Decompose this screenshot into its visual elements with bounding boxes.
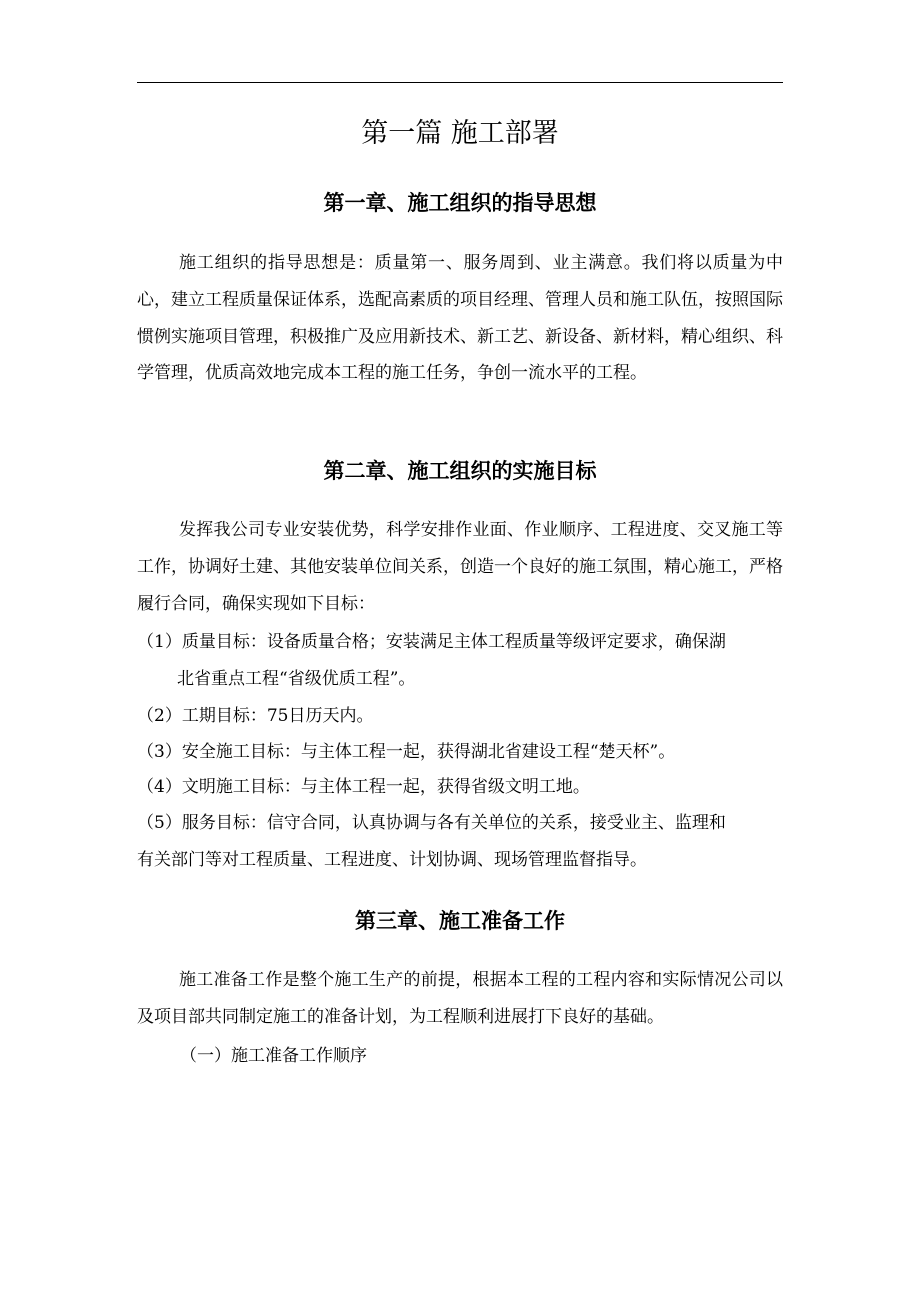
- goal-item-3: （3）安全施工目标：与主体工程一起，获得湖北省建设工程“楚天杯”。: [137, 742, 676, 762]
- chapter2-paragraph: 发挥我公司专业安装优势，科学安排作业面、作业顺序、工程进度、交叉施工等工作，协调好土建、其他安装单位间关系，创造一个良好的施工氛围，精心施工，严格履行合同，确保实现如下目标：: [137, 520, 783, 614]
- chapter3-paragraph: 施工准备工作是整个施工生产的前提，根据本工程的工程内容和实际情况公司以及项目部共同制定施工的准备计划，为工程顺利进展打下良好的基础。: [137, 970, 783, 1027]
- chapter3-title: 第三章、施工准备工作: [355, 908, 565, 933]
- header-rule: [137, 82, 783, 83]
- chapter1-paragraph: 施工组织的指导思想是：质量第一、服务周到、业主满意。我们将以质量为中心，建立工程质量保证体系，选配高素质的项目经理、管理人员和施工队伍，按照国际惯例实施项目管理，积极推广及应用新技术、新工艺、新设备、新材料，精心组织、科学管理，优质高效地完成本工程的施工任务，争创一流水平的工程。: [137, 253, 783, 384]
- goal-item-4: （4）文明施工目标：与主体工程一起，获得省级文明工地。: [137, 777, 590, 797]
- chapter3-subheading: （一）施工准备工作顺序: [180, 1046, 367, 1066]
- goal-item-2: （2）工期目标：75日历天内。: [137, 706, 374, 726]
- goal-item-1-line2: 北省重点工程“省级优质工程”。: [177, 669, 416, 689]
- chapter1-title: 第一章、施工组织的指导思想: [323, 190, 597, 215]
- part-title: 第一篇 施工部署: [361, 118, 559, 149]
- goal-item-1-line1: （1）质量目标：设备质量合格；安装满足主体工程质量等级评定要求，确保湖: [137, 632, 726, 652]
- chapter2-title: 第二章、施工组织的实施目标: [323, 458, 597, 483]
- goal-item-5-line2: 有关部门等对工程质量、工程进度、计划协调、现场管理监督指导。: [137, 850, 647, 870]
- goal-item-5-line1: （5）服务目标：信守合同，认真协调与各有关单位的关系，接受业主、监理和: [137, 813, 726, 833]
